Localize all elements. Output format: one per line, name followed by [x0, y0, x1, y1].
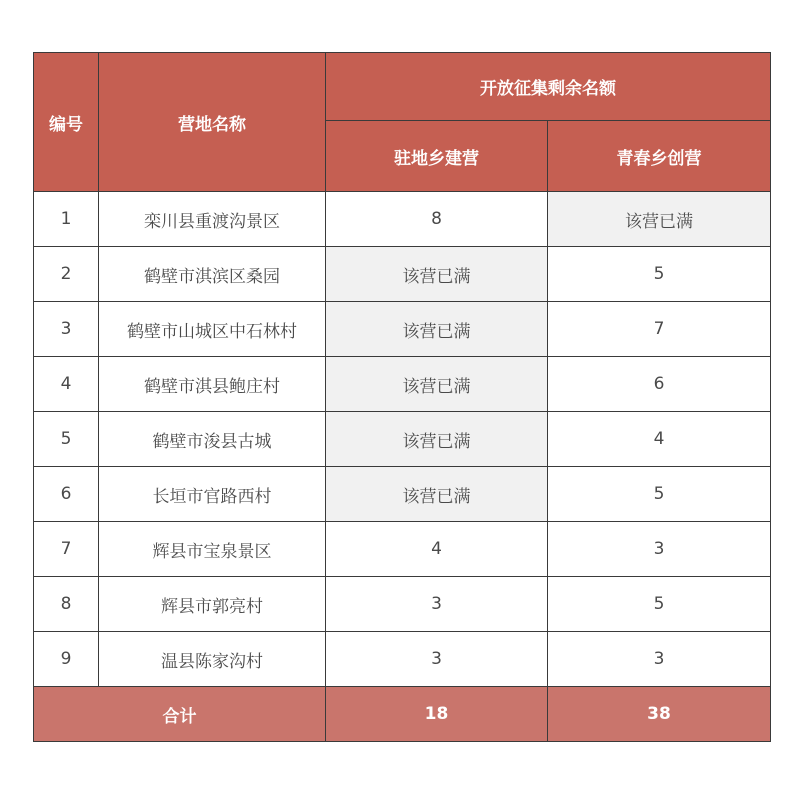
row-col-a: 该营已满 — [326, 357, 548, 412]
row-col-a: 该营已满 — [326, 467, 548, 522]
row-camp-name: 长垣市官路西村 — [99, 467, 326, 522]
table-row — [34, 302, 771, 357]
row-col-a: 3 — [326, 577, 548, 632]
total-col-a: 18 — [326, 687, 548, 742]
row-camp-name: 栾川县重渡沟景区 — [99, 192, 326, 247]
table-row — [34, 467, 771, 522]
row-col-b: 5 — [548, 247, 771, 302]
row-id: 4 — [34, 357, 99, 412]
row-id: 2 — [34, 247, 99, 302]
row-col-a: 该营已满 — [326, 412, 548, 467]
table-row — [34, 412, 771, 467]
row-id: 5 — [34, 412, 99, 467]
table-header — [34, 53, 771, 192]
row-camp-name: 鹤壁市淇滨区桑园 — [99, 247, 326, 302]
row-id: 6 — [34, 467, 99, 522]
header-camp-name: 营地名称 — [99, 53, 326, 192]
row-col-b: 3 — [548, 522, 771, 577]
camp-quota-table — [33, 52, 771, 742]
row-col-b: 3 — [548, 632, 771, 687]
row-camp-name: 辉县市宝泉景区 — [99, 522, 326, 577]
row-col-b: 该营已满 — [548, 192, 771, 247]
row-camp-name: 鹤壁市淇县鲍庄村 — [99, 357, 326, 412]
row-col-b: 6 — [548, 357, 771, 412]
row-col-a: 4 — [326, 522, 548, 577]
table-row — [34, 192, 771, 247]
total-col-b: 38 — [548, 687, 771, 742]
row-col-a: 8 — [326, 192, 548, 247]
row-col-a: 该营已满 — [326, 302, 548, 357]
row-col-b: 4 — [548, 412, 771, 467]
row-camp-name: 温县陈家沟村 — [99, 632, 326, 687]
table-row — [34, 357, 771, 412]
table-row — [34, 577, 771, 632]
row-id: 1 — [34, 192, 99, 247]
header-id: 编号 — [34, 53, 99, 192]
row-col-b: 5 — [548, 577, 771, 632]
total-label: 合计 — [34, 687, 326, 742]
row-camp-name: 鹤壁市山城区中石林村 — [99, 302, 326, 357]
header-col-a: 驻地乡建营 — [326, 121, 548, 192]
row-camp-name: 鹤壁市浚县古城 — [99, 412, 326, 467]
table-row — [34, 522, 771, 577]
row-col-b: 7 — [548, 302, 771, 357]
row-col-b: 5 — [548, 467, 771, 522]
row-id: 8 — [34, 577, 99, 632]
row-id: 3 — [34, 302, 99, 357]
row-camp-name: 辉县市郭亮村 — [99, 577, 326, 632]
header-quota-group: 开放征集剩余名额 — [326, 53, 771, 121]
row-col-a: 该营已满 — [326, 247, 548, 302]
table-row — [34, 247, 771, 302]
row-col-a: 3 — [326, 632, 548, 687]
table-footer — [34, 687, 771, 742]
total-row — [34, 687, 771, 742]
row-id: 9 — [34, 632, 99, 687]
table-row — [34, 632, 771, 687]
table-body — [34, 192, 771, 687]
header-col-b: 青春乡创营 — [548, 121, 771, 192]
row-id: 7 — [34, 522, 99, 577]
